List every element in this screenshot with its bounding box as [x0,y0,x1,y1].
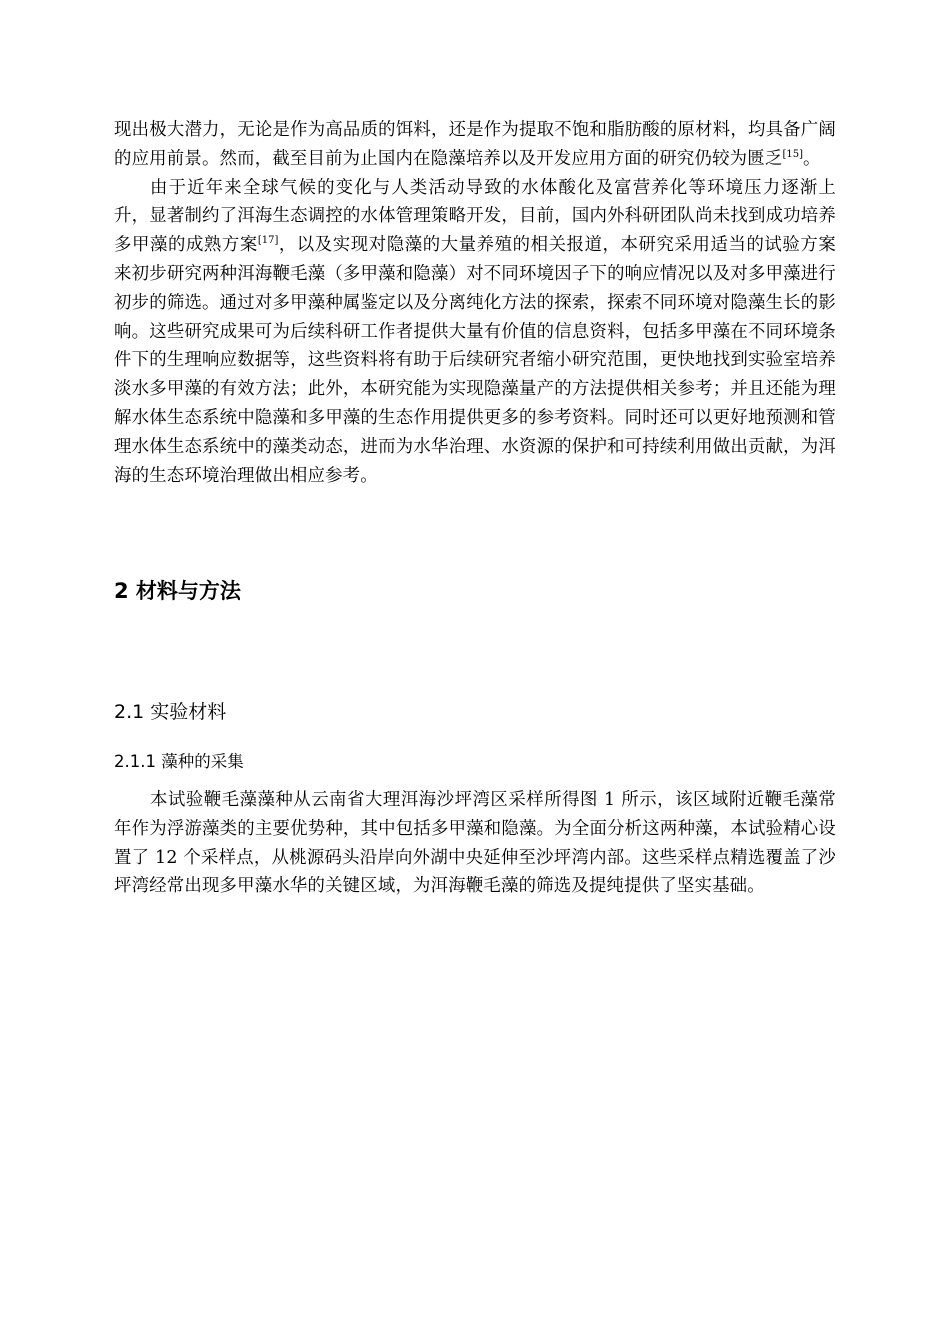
paragraph-2-text-a: 由于近年来全球气候的变化与人类活动导致的水体酸化及富营养化等环境压力逐渐上升，显著制约了洱海生态调控的水体管理策略开发，目前，国内外科研团队尚未找到成功培养多甲藻的成熟方案 [114,177,836,256]
paragraph-1 [114,116,836,174]
citation-15: [15] [782,149,803,160]
body-text-top [114,116,836,490]
paragraph-1-tail: 。 [802,148,821,169]
paragraph-1-text: 现出极大潜力，无论是作为高品质的饵料，还是作为提取不饱和脂肪酸的原材料，均具备广阔的应用前景。然而，截至目前为止国内在隐藻培养以及开发应用方面的研究仍较为匮乏 [114,120,836,169]
paragraph-3: 本试验鞭毛藻藻种从云南省大理洱海沙坪湾区采样所得图 1 所示，该区域附近鞭毛藻常年作为浮游藻类的主要优势种，其中包括多甲藻和隐藻。为全面分析这两种藻，本试验精心设置了 12 个采样点，从桃源码头沿岸向外湖中央延伸至沙坪湾内部。这些采样点精选覆盖了沙坪湾经常出现多甲藻水华的关键区域，为洱海鞭毛藻的筛选及提纯提供了坚实基础。 [114,790,836,897]
paragraph-2-text-b: ，以及实现对隐藻的大量养殖的相关报道，本研究采用适当的试验方案来初步研究两种洱海鞭毛藻（多甲藻和隐藻）对不同环境因子下的响应情况以及对多甲藻进行初步的筛选。通过对多甲藻种属鉴定以及分离纯化方法的探索，探索不同环境对隐藻生长的影响。这些研究成果可为后续科研工作者提供大量有价值的信息资料，包括多甲藻在不同环境条件下的生理响应数据等，这些资料将有助于后续研究者缩小研究范围，更快地找到实验室培养淡水多甲藻的有效方法；此外，本研究能为实现隐藻量产的方法提供相关参考；并且还能为理解水体生态系统中隐藻和多甲藻的生态作用提供更多的参考资料。同时还可以更好地预测和管理水体生态系统中的藻类动态，进而为水华治理、水资源的保护和可持续利用做出贡献，为洱海的生态环境治理做出相应参考。 [114,235,836,486]
heading-algae-collection: 2.1.1 藻种的采集 [114,752,244,771]
heading-experimental-materials: 2.1 实验材料 [114,701,227,723]
citation-17: [17] [257,235,279,247]
body-text-bottom [114,786,836,901]
paragraph-2 [114,174,836,491]
heading-materials-methods: 2 材料与方法 [114,579,241,603]
